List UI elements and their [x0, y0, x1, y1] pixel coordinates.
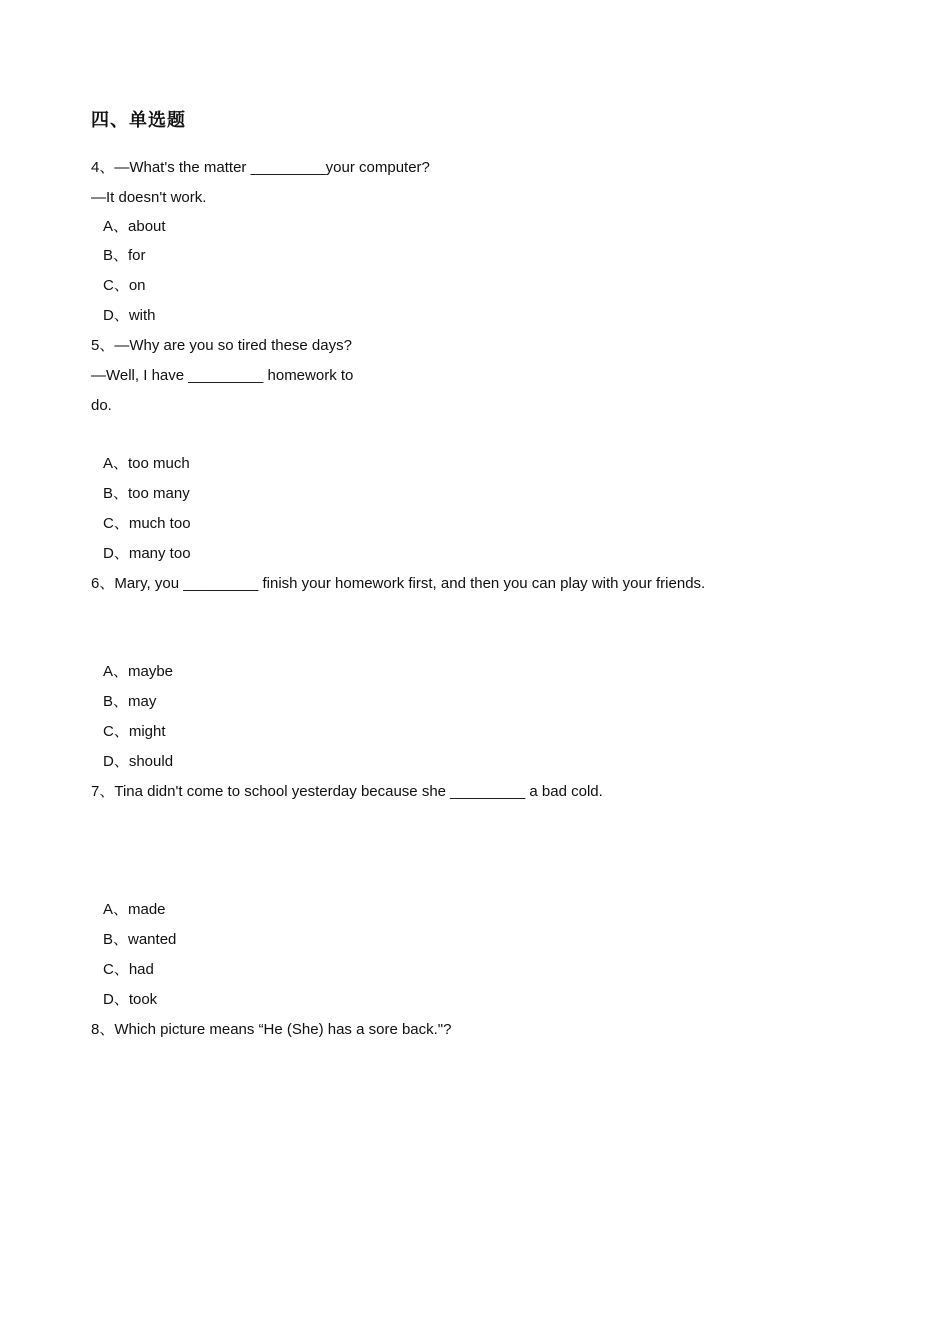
- question-4-prompt: 4、—What's the matter _________your computer?: [91, 159, 430, 176]
- question-7-option-a[interactable]: A、made: [103, 901, 166, 918]
- question-5-reply-continued: do.: [91, 397, 112, 414]
- question-4-option-b[interactable]: B、for: [103, 247, 146, 264]
- question-5-option-a[interactable]: A、too much: [103, 455, 190, 472]
- question-5-prompt: 5、—Why are you so tired these days?: [91, 337, 352, 354]
- question-6-option-b[interactable]: B、may: [103, 693, 157, 710]
- question-7-option-b[interactable]: B、wanted: [103, 931, 177, 948]
- question-7-option-d[interactable]: D、took: [103, 991, 158, 1008]
- question-6-option-d[interactable]: D、should: [103, 753, 174, 770]
- question-6-option-c[interactable]: C、might: [103, 723, 166, 740]
- question-8-prompt: 8、Which picture means “He (She) has a sore back."?: [91, 1021, 452, 1038]
- question-4-reply: —It doesn't work.: [91, 189, 207, 206]
- section-heading: 四、单选题: [91, 110, 186, 131]
- question-5-option-b[interactable]: B、too many: [103, 485, 190, 502]
- question-5-option-c[interactable]: C、much too: [103, 515, 191, 532]
- question-4-option-d[interactable]: D、with: [103, 307, 156, 324]
- question-7-prompt: 7、Tina didn't come to school yesterday because she _________ a bad cold.: [91, 783, 603, 800]
- question-5-option-d[interactable]: D、many too: [103, 545, 191, 562]
- question-4-option-c[interactable]: C、on: [103, 277, 146, 294]
- question-6-option-a[interactable]: A、maybe: [103, 663, 174, 680]
- question-5-reply: —Well, I have _________ homework to: [91, 367, 354, 384]
- question-7-option-c[interactable]: C、had: [103, 961, 154, 978]
- question-4-option-a[interactable]: A、about: [103, 218, 166, 235]
- question-6-prompt: 6、Mary, you _________ finish your homework first, and then you can play with your friends.: [91, 575, 706, 592]
